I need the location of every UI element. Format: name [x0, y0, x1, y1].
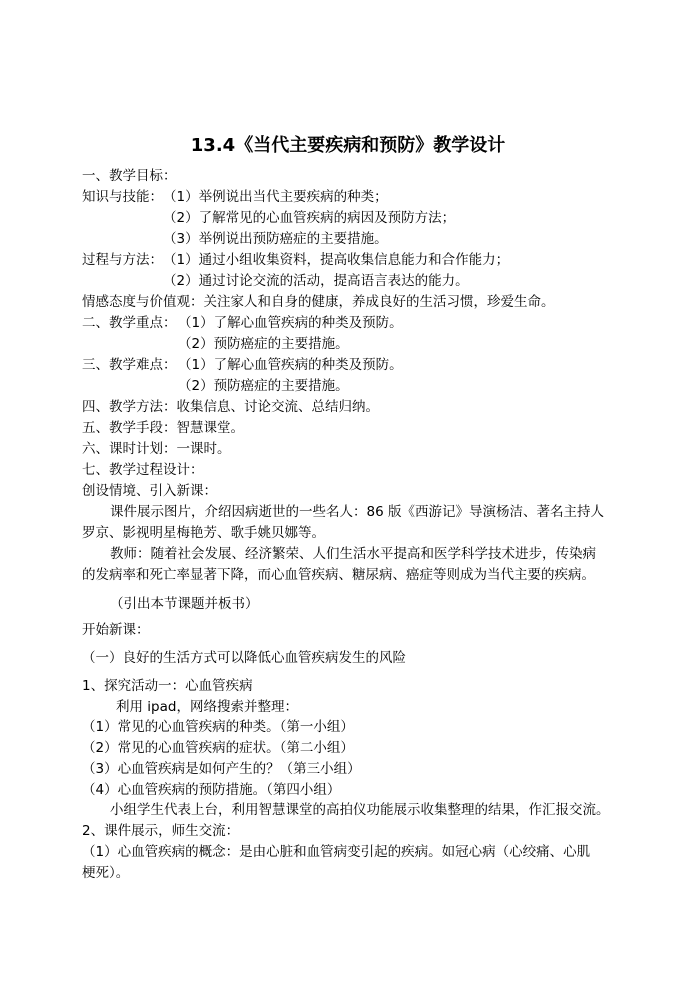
knowledge-item-1: （1）举例说出当代主要疾病的种类； [163, 189, 388, 205]
key-point-item-1: （1）了解心血管疾病的种类及预防。 [178, 315, 403, 331]
task-item-2: （2）常见的心血管疾病的症状。（第二小组） [82, 740, 354, 756]
schedule-line: 六、课时计划：一课时。 [82, 441, 231, 457]
task-item-3: （3）心血管疾病是如何产生的？（第三小组） [82, 761, 361, 777]
report-line: 小组学生代表上台，利用智慧课堂的高拍仪功能展示收集整理的结果，作汇报交流。 [110, 802, 610, 818]
key-point-item-2: （2）预防癌症的主要措施。 [178, 336, 349, 352]
means-line: 五、教学手段：智慧课堂。 [82, 420, 244, 436]
intro-heading: 创设情境、引入新课： [82, 483, 217, 499]
intro-note: （引出本节课题并板书） [110, 596, 259, 612]
process-label: 过程与方法： [82, 252, 163, 268]
knowledge-item-2: （2）了解常见的心血管疾病的病因及预防方法； [163, 210, 456, 226]
difficulty-item-2: （2）预防癌症的主要措施。 [178, 378, 349, 394]
methods-line: 四、教学方法：收集信息、讨论交流、总结归纳。 [82, 399, 379, 415]
difficulty-item-1: （1）了解心血管疾病的种类及预防。 [178, 357, 403, 373]
section-1-heading: （一）良好的生活方式可以降低心血管疾病发生的风险 [82, 650, 406, 666]
key-points-heading: 二、教学重点： [82, 315, 177, 331]
document-title: 13.4《当代主要疾病和预防》教学设计 [190, 135, 506, 156]
activity-2-heading: 2、课件展示，师生交流： [82, 823, 240, 839]
task-item-1: （1）常见的心血管疾病的种类。（第一小组） [82, 719, 354, 735]
process-item-1: （1）通过小组收集资料，提高收集信息能力和合作能力； [163, 252, 510, 268]
task-item-4: （4）心血管疾病的预防措施。（第四小组） [82, 782, 341, 798]
knowledge-item-3: （3）举例说出预防癌症的主要措施。 [163, 231, 388, 247]
knowledge-label: 知识与技能： [82, 189, 163, 205]
intro-paragraph-2-line-1: 教师：随着社会发展、经济繁荣、人们生活水平提高和医学科学技术进步，传染病 [110, 546, 596, 562]
intro-paragraph-2-line-2: 的发病率和死亡率显著下降，而心血管疾病、糖尿病、癌症等则成为当代主要的疾病。 [82, 567, 595, 583]
intro-paragraph-1-line-2: 罗京、影视明星梅艳芳、歌手姚贝娜等。 [82, 525, 325, 541]
objectives-heading: 一、教学目标： [82, 168, 177, 184]
process-item-2: （2）通过讨论交流的活动，提高语言表达的能力。 [163, 273, 469, 289]
concept-line-1: （1）心血管疾病的概念：是由心脏和血管病变引起的疾病。如冠心病（心绞痛、心肌 [82, 844, 591, 860]
activity-1-heading: 1、探究活动一：心血管疾病 [82, 678, 253, 694]
new-lesson-heading: 开始新课： [82, 622, 150, 638]
difficulties-heading: 三、教学难点： [82, 357, 177, 373]
intro-paragraph-1-line-1: 课件展示图片，介绍因病逝世的一些名人：86 版《西游记》导演杨洁、著名主持人 [110, 504, 604, 520]
emotion-line: 情感态度与价值观：关注家人和自身的健康，养成良好的生活习惯，珍爱生命。 [82, 294, 555, 310]
concept-line-2: 梗死）。 [82, 865, 130, 881]
search-instruction: 利用 ipad，网络搜索并整理： [116, 699, 298, 715]
process-design-heading: 七、教学过程设计： [82, 462, 204, 478]
